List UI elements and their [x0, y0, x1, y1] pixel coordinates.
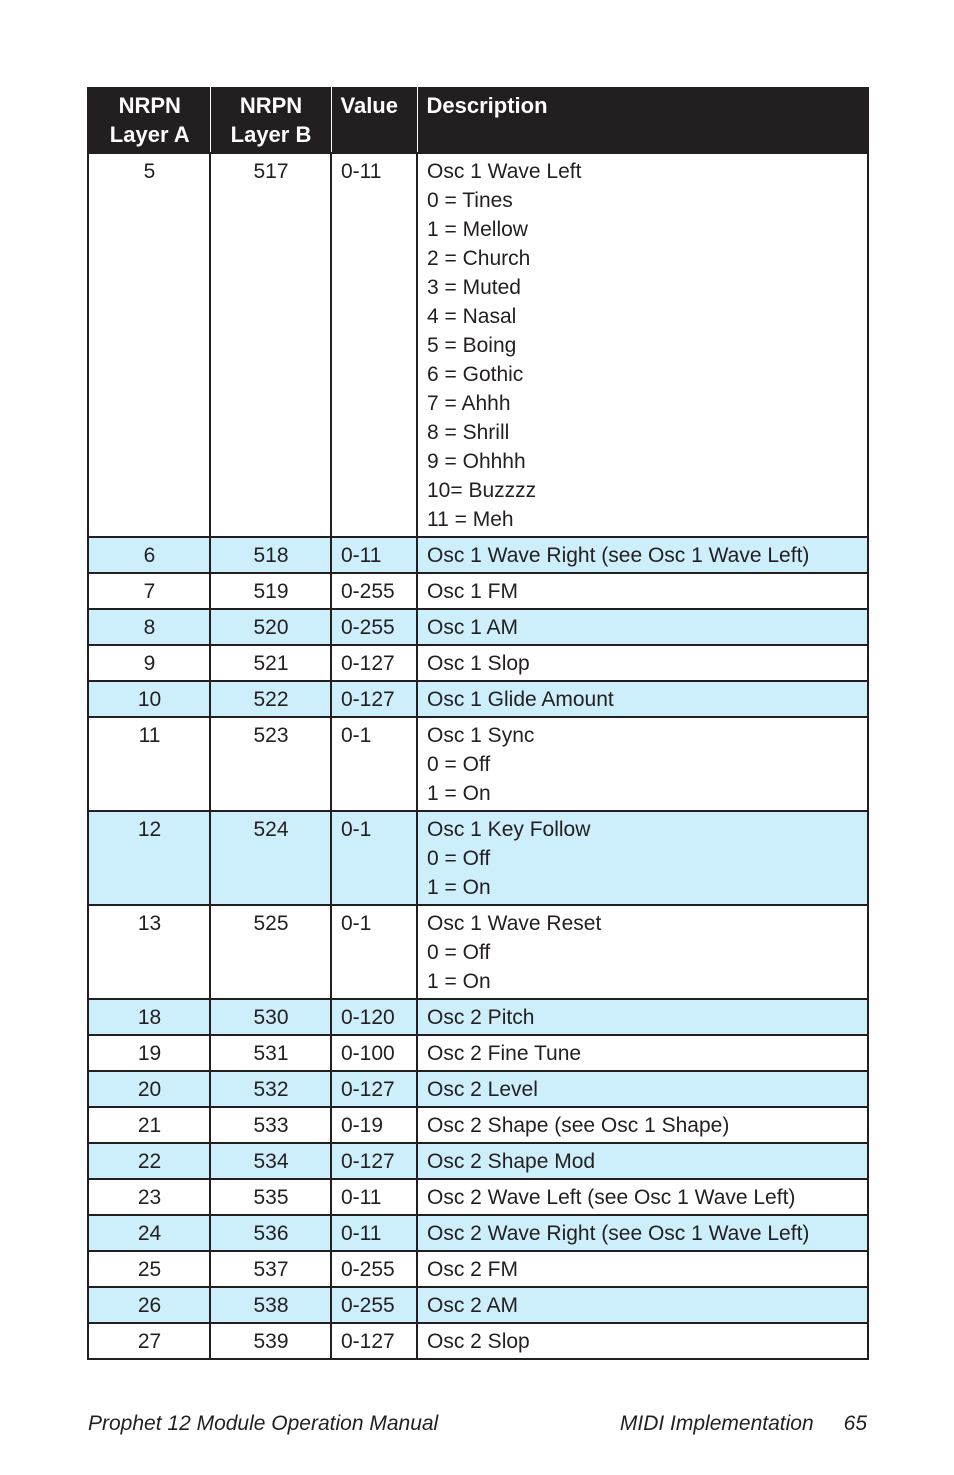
table-row [88, 537, 868, 573]
cell-nrpn-layer-b: 520 [210, 609, 331, 645]
cell-value: 0-19 [331, 1107, 417, 1143]
cell-nrpn-layer-b: 522 [210, 681, 331, 717]
cell-description [417, 1035, 868, 1071]
table-row [88, 1287, 868, 1323]
parameter-name: Osc 1 Sync [427, 724, 535, 747]
cell-nrpn-layer-a: 7 [88, 573, 210, 609]
cell-nrpn-layer-a: 19 [88, 1035, 210, 1071]
header-nrpn-layer-b: NRPN Layer B [210, 87, 331, 153]
cell-description [417, 1071, 868, 1107]
cell-nrpn-layer-a: 13 [88, 905, 210, 999]
cell-nrpn-layer-a: 5 [88, 153, 210, 537]
cell-nrpn-layer-a: 11 [88, 717, 210, 811]
footer-section [620, 1412, 867, 1436]
cell-nrpn-layer-a: 26 [88, 1287, 210, 1323]
parameter-name: Osc 2 Shape Mod [427, 1150, 596, 1173]
table-row [88, 999, 868, 1035]
table-row [88, 681, 868, 717]
cell-value: 0-11 [331, 537, 417, 573]
cell-value: 0-11 [331, 1215, 417, 1251]
header-description: Description [417, 87, 868, 153]
cell-nrpn-layer-a: 18 [88, 999, 210, 1035]
table-row [88, 1071, 868, 1107]
value-option: 2 = Church [427, 247, 531, 270]
cell-nrpn-layer-a: 27 [88, 1323, 210, 1359]
table-row [88, 1143, 868, 1179]
value-option: 0 = Off [427, 753, 491, 776]
cell-value: 0-127 [331, 1071, 417, 1107]
table-row [88, 1251, 868, 1287]
parameter-name: Osc 1 Key Follow [427, 818, 591, 841]
value-option: 6 = Gothic [427, 363, 524, 386]
header-nrpn-layer-a: NRPN Layer A [88, 87, 210, 153]
parameter-name: Osc 2 Shape (see Osc 1 Shape) [427, 1114, 730, 1137]
cell-nrpn-layer-a: 22 [88, 1143, 210, 1179]
cell-description [417, 609, 868, 645]
section-name: MIDI Implementation [619, 1412, 814, 1435]
cell-value: 0-11 [331, 153, 417, 537]
table-row [88, 609, 868, 645]
cell-value: 0-127 [331, 1143, 417, 1179]
cell-nrpn-layer-a: 20 [88, 1071, 210, 1107]
cell-nrpn-layer-a: 8 [88, 609, 210, 645]
parameter-name: Osc 1 AM [427, 616, 519, 639]
cell-nrpn-layer-b: 521 [210, 645, 331, 681]
value-option: 8 = Shrill [427, 421, 510, 444]
cell-description [417, 1179, 868, 1215]
cell-nrpn-layer-b: 533 [210, 1107, 331, 1143]
parameter-name: Osc 2 Slop [427, 1330, 530, 1353]
cell-nrpn-layer-b: 539 [210, 1323, 331, 1359]
cell-nrpn-layer-a: 23 [88, 1179, 210, 1215]
cell-nrpn-layer-b: 534 [210, 1143, 331, 1179]
cell-nrpn-layer-a: 12 [88, 811, 210, 905]
cell-description [417, 1215, 868, 1251]
cell-description [417, 1251, 868, 1287]
table-row [88, 905, 868, 999]
parameter-name: Osc 1 Glide Amount [427, 688, 614, 711]
nrpn-table [87, 87, 869, 1360]
table-body [88, 153, 868, 1359]
cell-value: 0-255 [331, 1251, 417, 1287]
cell-nrpn-layer-b: 536 [210, 1215, 331, 1251]
cell-description [417, 905, 868, 999]
cell-nrpn-layer-b: 531 [210, 1035, 331, 1071]
cell-value: 0-120 [331, 999, 417, 1035]
cell-nrpn-layer-a: 9 [88, 645, 210, 681]
parameter-name: Osc 1 FM [427, 580, 519, 603]
value-option: 0 = Off [427, 847, 491, 870]
value-option: 4 = Nasal [427, 305, 517, 328]
parameter-name: Osc 1 Wave Left [427, 160, 582, 183]
cell-value: 0-255 [331, 573, 417, 609]
cell-value: 0-1 [331, 905, 417, 999]
parameter-name: Osc 1 Slop [427, 652, 530, 675]
cell-description [417, 1143, 868, 1179]
cell-value: 0-255 [331, 1287, 417, 1323]
header-value: Value [331, 87, 417, 153]
table-row [88, 1323, 868, 1359]
cell-nrpn-layer-b: 517 [210, 153, 331, 537]
value-option: 0 = Tines [427, 189, 513, 212]
cell-description [417, 645, 868, 681]
value-option: 11 = Meh [427, 508, 514, 531]
table-row [88, 153, 868, 537]
cell-description [417, 999, 868, 1035]
cell-value: 0-1 [331, 717, 417, 811]
cell-nrpn-layer-a: 24 [88, 1215, 210, 1251]
table-row [88, 811, 868, 905]
cell-description [417, 573, 868, 609]
cell-nrpn-layer-b: 518 [210, 537, 331, 573]
cell-nrpn-layer-b: 535 [210, 1179, 331, 1215]
table-row [88, 1035, 868, 1071]
cell-nrpn-layer-a: 25 [88, 1251, 210, 1287]
cell-nrpn-layer-b: 519 [210, 573, 331, 609]
cell-value: 0-100 [331, 1035, 417, 1071]
manual-title: Prophet 12 Module Operation Manual [88, 1412, 439, 1435]
value-option: 5 = Boing [427, 334, 517, 357]
cell-description [417, 1107, 868, 1143]
parameter-name: Osc 2 Pitch [427, 1006, 535, 1029]
table-header [88, 87, 868, 153]
cell-nrpn-layer-a: 10 [88, 681, 210, 717]
cell-nrpn-layer-b: 538 [210, 1287, 331, 1323]
cell-nrpn-layer-b: 537 [210, 1251, 331, 1287]
value-option: 9 = Ohhhh [427, 450, 526, 473]
cell-description [417, 681, 868, 717]
table-row [88, 717, 868, 811]
parameter-name: Osc 1 Wave Right (see Osc 1 Wave Left) [427, 544, 810, 567]
value-option: 3 = Muted [427, 276, 521, 299]
cell-description [417, 153, 868, 537]
cell-description [417, 537, 868, 573]
value-option: 1 = On [427, 782, 491, 805]
cell-value: 0-127 [331, 645, 417, 681]
cell-description [417, 717, 868, 811]
value-option: 1 = Mellow [427, 218, 528, 241]
cell-value: 0-127 [331, 681, 417, 717]
cell-nrpn-layer-b: 523 [210, 717, 331, 811]
cell-value: 0-11 [331, 1179, 417, 1215]
cell-value: 0-1 [331, 811, 417, 905]
value-option: 0 = Off [427, 941, 491, 964]
value-option: 10= Buzzzz [427, 479, 537, 502]
cell-nrpn-layer-b: 525 [210, 905, 331, 999]
parameter-name: Osc 2 Wave Left (see Osc 1 Wave Left) [427, 1186, 796, 1209]
cell-description [417, 1323, 868, 1359]
table-row [88, 645, 868, 681]
cell-description [417, 1287, 868, 1323]
cell-value: 0-127 [331, 1323, 417, 1359]
parameter-name: Osc 1 Wave Reset [427, 912, 602, 935]
parameter-name: Osc 2 Level [427, 1078, 538, 1101]
parameter-name: Osc 2 Fine Tune [427, 1042, 582, 1065]
value-option: 7 = Ahhh [427, 392, 511, 415]
value-option: 1 = On [427, 970, 491, 993]
parameter-name: Osc 2 Wave Right (see Osc 1 Wave Left) [427, 1222, 810, 1245]
page-number: 65 [843, 1412, 867, 1435]
cell-value: 0-255 [331, 609, 417, 645]
parameter-name: Osc 2 AM [427, 1294, 519, 1317]
parameter-name: Osc 2 FM [427, 1258, 519, 1281]
value-option: 1 = On [427, 876, 491, 899]
cell-nrpn-layer-a: 6 [88, 537, 210, 573]
table-row [88, 1215, 868, 1251]
cell-description [417, 811, 868, 905]
table-row [88, 573, 868, 609]
cell-nrpn-layer-b: 530 [210, 999, 331, 1035]
table-row [88, 1107, 868, 1143]
cell-nrpn-layer-b: 524 [210, 811, 331, 905]
cell-nrpn-layer-b: 532 [210, 1071, 331, 1107]
table-row [88, 1179, 868, 1215]
cell-nrpn-layer-a: 21 [88, 1107, 210, 1143]
